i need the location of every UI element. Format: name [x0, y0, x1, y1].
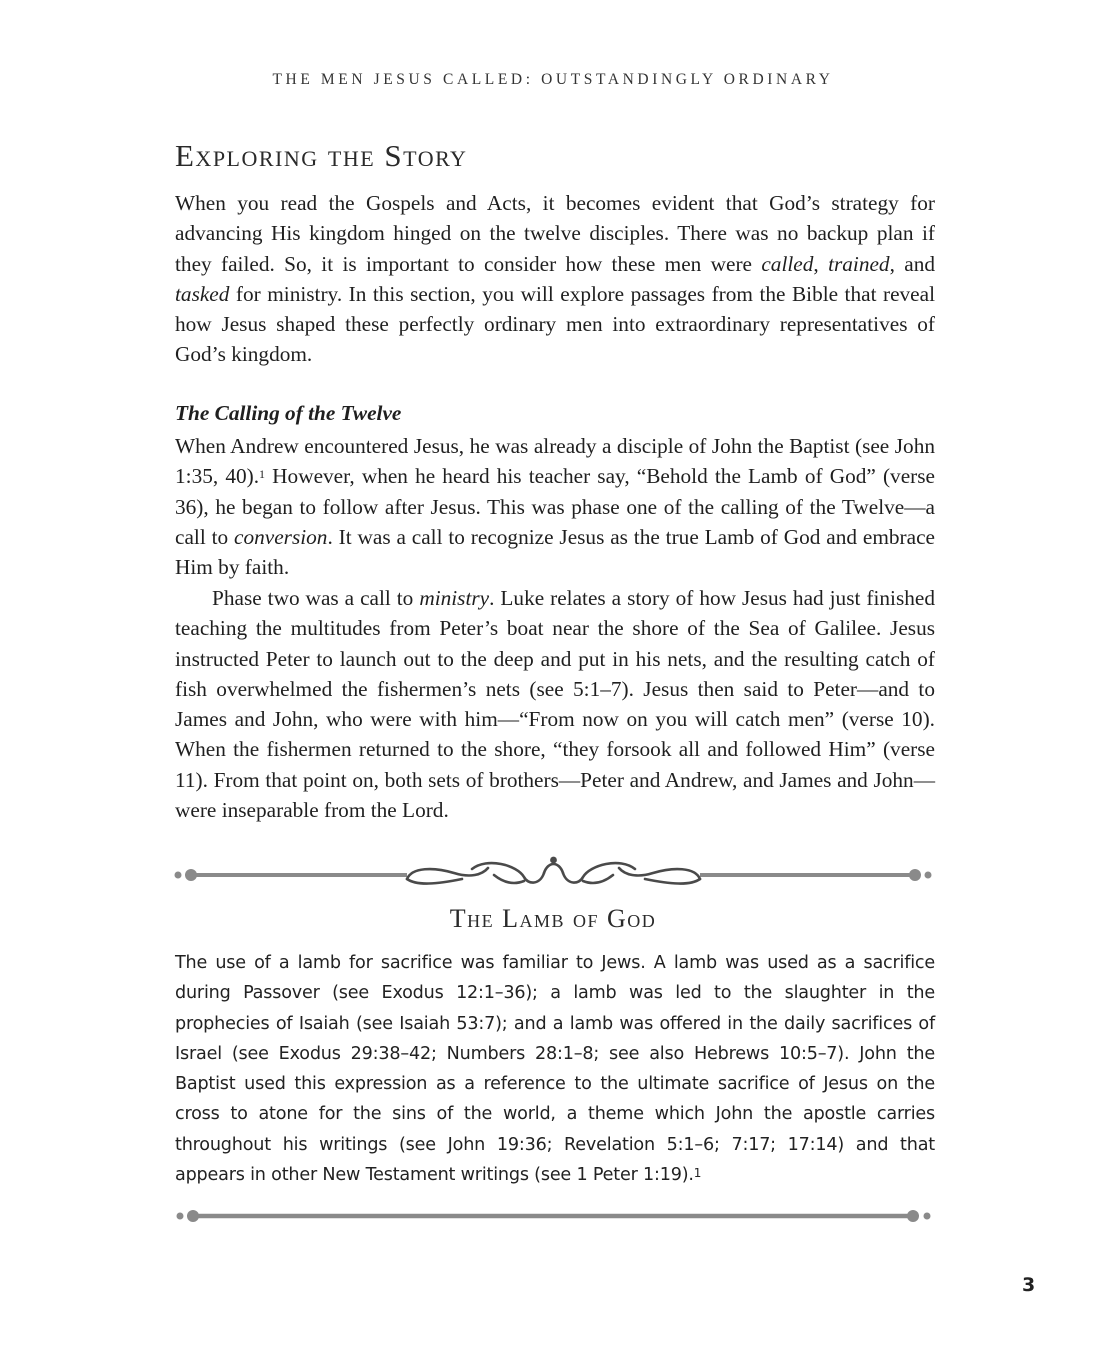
body-paragraph-2: Phase two was a call to ministry. Luke relates a story of how Jesus had just finished teaching the multitudes from Peter’s boat near the shore of the Sea of Galilee. Jesus instructed Peter to launch out to the deep and put in his nets, and the resulting catch of fish overwhelmed the fishermen’s nets (see 5:1–7). Jesus then said to Peter—and to James and John, who were with him—“From now on you will catch men” (verse 10). When the fishermen returned to the shore, “they forsook all and followed Him” (verse 11). From that point on, both sets of brothers—Peter and Andrew, and James and John—were inseparable from the Lord.	[175, 586, 935, 823]
intro-paragraph: When you read the Gospels and Acts, it becomes evident that God’s strategy for advancing His kingdom hinged on the twelve disciples. There was no backup plan if they failed. So, it is important to consider how these men were called, trained, and tasked for ministry. In this section, you will explore passages from the Bible that reveal how Jesus shaped these perfectly ordinary men into extraordinary representatives of God’s kingdom.	[175, 191, 936, 367]
ornamental-divider-top	[172, 851, 934, 899]
sidebar-title: The Lamb of God	[449, 904, 657, 933]
section-title: Exploring the Story	[175, 138, 468, 173]
sidebar-paragraph: The use of a lamb for sacrifice was familiar to Jews. A lamb was used as a sacrifice during Passover (see Exodus 12:1–36); a lamb was led to the slaughter in the prophecies of Isaiah (see Isaiah 53:7); and a lamb was offered in the daily sacrifices of Israel (see Exodus 29:38–42; Numbers 28:1–8; see also Hebrews 10:5–7). John the Baptist used this expression as a reference to the ultimate sacrifice of Jesus on the cross to atone for the sins of the world, a theme which John the apostle carries throughout his writings (see John 19:36; Revelation 5:1–6; 7:17; 17:14) and that appears in other New Testament writings (see 1 Peter 1:19).$^1$	[175, 953, 935, 1186]
flourish-ornament	[407, 863, 700, 883]
running-head: THE MEN JESUS CALLED: OUTSTANDINGLY ORDINARY	[272, 71, 834, 88]
page-number: 3	[1022, 1274, 1036, 1296]
body-paragraph-1: When Andrew encountered Jesus, he was already a disciple of John the Baptist (see John 1:35, 40).$^1$ However, when he heard his teacher say, “Behold the Lamb of God” (verse 36), he began to follow after Jesus. This was phase one of the calling of the Twelve—a call to conversion. It was a call to recognize Jesus as the true Lamb of God and embrace Him by faith.	[175, 434, 935, 580]
footnote-marker: 1	[693, 1166, 702, 1181]
footnote-marker: 1	[259, 467, 266, 482]
ornamental-divider-bottom	[172, 1192, 934, 1240]
subheading-calling: The Calling of the Twelve	[175, 401, 402, 425]
ornament-dot	[550, 857, 557, 864]
